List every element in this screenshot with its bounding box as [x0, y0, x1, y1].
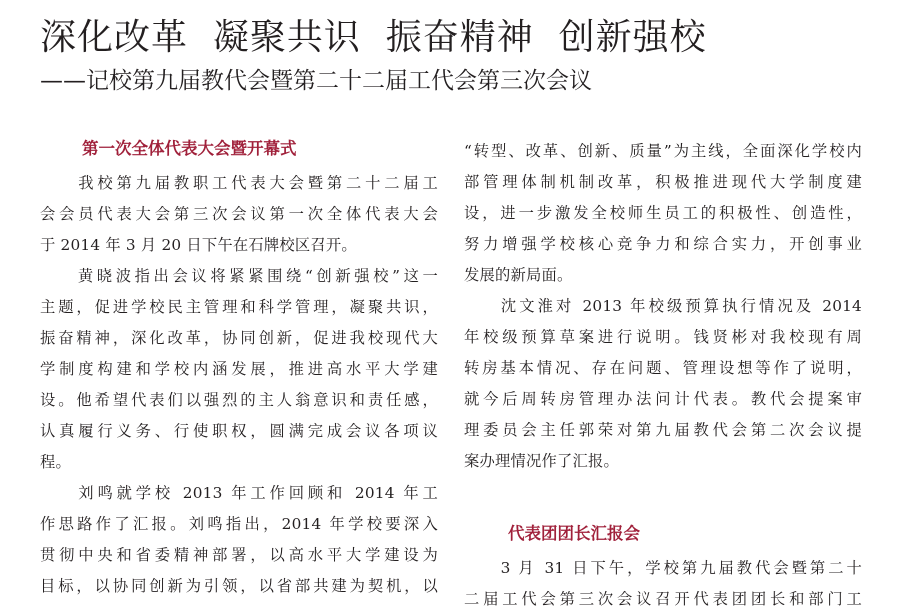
- paragraph-meeting-intro: [40, 168, 438, 261]
- text-line: 会会员代表大会第三次会议第一次全体代表大会: [40, 205, 438, 223]
- text-line: 转房基本情况、存在问题、管理设想等作了说明，: [464, 359, 862, 377]
- text-line: 认真履行义务、行使职权，圆满完成会议各项议: [40, 422, 438, 440]
- right-column: [464, 136, 862, 615]
- text-line: 黄晓波指出会议将紧紧围绕“创新强校”这一: [40, 267, 438, 285]
- text-line: 年校级预算草案进行说明。钱贤彬对我校现有周: [464, 328, 862, 346]
- text-line: 作思路作了汇报。刘鸣指出，2014 年学校要深入: [40, 515, 438, 533]
- paragraph-huang-xiaobo-speech: [40, 261, 438, 478]
- article-subtitle: ——记校第九届教代会暨第二十二届工代会第三次会议: [40, 68, 592, 94]
- text-line: 案办理情况作了汇报。: [464, 452, 619, 470]
- text-line: 3 月 31 日下午，学校第九届教代会暨第二十: [464, 559, 862, 577]
- text-line: 设，进一步激发全校师生员工的积极性、创造性，: [464, 204, 862, 222]
- text-line: 二届工代会第三次会议召开代表团团长和部门工: [464, 590, 862, 608]
- text-line: 努力增强学校核心竞争力和综合实力，开创事业: [464, 235, 862, 253]
- text-line: 我校第九届教职工代表大会暨第二十二届工: [40, 174, 438, 192]
- text-line: 于 2014 年 3 月 20 日下午在石牌校区召开。: [40, 236, 357, 254]
- section-heading-delegation-heads: 代表团团长汇报会: [508, 524, 640, 543]
- text-line: 设。他希望代表们以强烈的主人翁意识和责任感，: [40, 391, 438, 409]
- text-line: 刘鸣就学校 2013 年工作回顾和 2014 年工: [40, 484, 438, 502]
- text-line: 学制度构建和学校内涵发展，推进高水平大学建: [40, 360, 438, 378]
- text-line: 沈文淮对 2013 年校级预算执行情况及 2014: [464, 297, 862, 315]
- section-spacer: [464, 477, 862, 515]
- text-line: 主题，促进学校民主管理和科学管理，凝聚共识，: [40, 298, 438, 316]
- article-title: 深化改革 凝聚共识 振奋精神 创新强校: [40, 17, 707, 58]
- left-column: [40, 130, 438, 602]
- section-heading-opening-session: 第一次全体代表大会暨开幕式: [82, 139, 297, 158]
- text-line: 部管理体制机制改革，积极推进现代大学制度建: [464, 173, 862, 191]
- text-line: 理委员会主任郭荣对第九届教代会第二次会议提: [464, 421, 862, 439]
- paragraph-reform-mainline: [464, 136, 862, 291]
- text-line: 振奋精神，深化改革，协同创新，促进我校现代大: [40, 329, 438, 347]
- paragraph-budget-report: [464, 291, 862, 477]
- text-line: 就今后周转房管理办法问计代表。教代会提案审: [464, 390, 862, 408]
- text-line: 目标，以协同创新为引领，以省部共建为契机，以: [40, 577, 438, 595]
- paragraph-liu-ming-report: [40, 478, 438, 602]
- text-line: 发展的新局面。: [464, 266, 573, 284]
- text-line: 贯彻中央和省委精神部署，以高水平大学建设为: [40, 546, 438, 564]
- text-line: 程。: [40, 453, 71, 471]
- text-line: “转型、改革、创新、质量”为主线，全面深化学校内: [464, 142, 862, 160]
